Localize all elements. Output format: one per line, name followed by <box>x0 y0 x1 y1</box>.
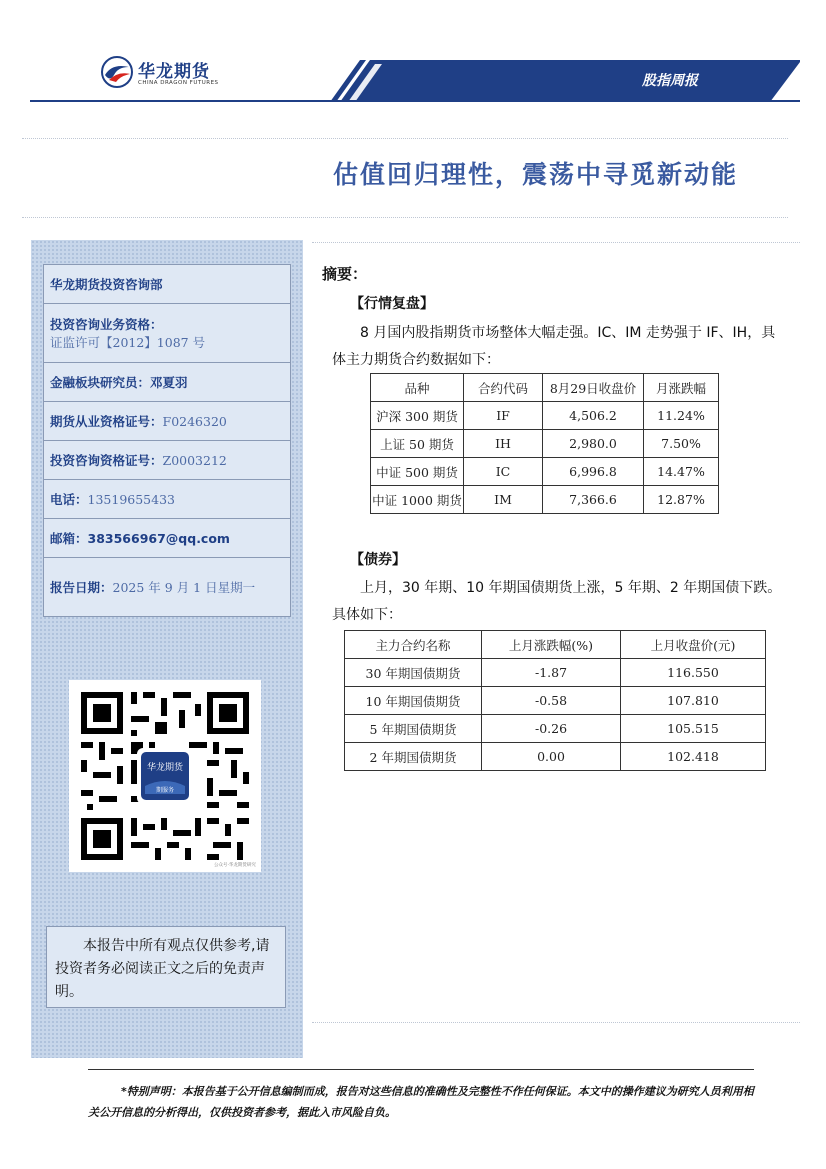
qr-badge-top: 华龙期货 <box>146 763 184 773</box>
table-cell: 10 年期国债期货 <box>345 687 482 715</box>
table-cell: 7,366.6 <box>543 486 644 514</box>
table-cell: 30 年期国债期货 <box>345 659 482 687</box>
company-logo-icon <box>100 55 134 89</box>
market-review-text: 8 月国内股指期货市场整体大幅走强。IC、IM 走势强于 IF、IH，具体主力期货合约数据如下： <box>332 325 776 368</box>
date-value: 2025 年 9 月 1 日星期一 <box>112 580 256 595</box>
table-cell: 107.810 <box>621 687 766 715</box>
header-cell: 8月29日收盘价 <box>543 374 644 402</box>
consult-label: 投资咨询资格证号： <box>50 453 163 468</box>
table-row <box>345 715 766 743</box>
researcher-name: 邓夏羽 <box>150 375 188 390</box>
practice-label: 期货从业资格证号： <box>50 414 163 429</box>
header-cell: 上月涨跌幅(%) <box>482 631 621 659</box>
table-cell: -0.26 <box>482 715 621 743</box>
header-divider <box>30 100 800 102</box>
table-cell: 沪深 300 期货 <box>371 402 464 430</box>
consult-value: Z0003212 <box>162 453 227 468</box>
bond-text: 上月，30 年期、10 年期国债期货上涨，5 年期、2 年期国债下跌。具体如下： <box>332 580 782 623</box>
table-cell: 0.00 <box>482 743 621 771</box>
table-cell: IH <box>464 430 543 458</box>
table-cell: 4,506.2 <box>543 402 644 430</box>
phone-value: 13519655433 <box>87 492 175 507</box>
table-header-row <box>345 631 766 659</box>
wechat-qr-code-icon[interactable] <box>69 680 261 872</box>
table-cell: 上证 50 期货 <box>371 430 464 458</box>
report-title: 估值回归理性，震荡中寻觅新动能 <box>332 160 738 189</box>
phone-label: 电话： <box>50 492 88 507</box>
table-cell: IM <box>464 486 543 514</box>
report-type-label: 股指周报 <box>642 73 698 89</box>
index-futures-table <box>370 373 719 514</box>
email-label: 邮箱： <box>50 531 88 546</box>
table-cell: 102.418 <box>621 743 766 771</box>
qr-badge-bottom: 期服务 <box>155 787 175 794</box>
qualification-label: 投资咨询业务资格： <box>50 317 163 332</box>
content-top-divider <box>312 242 800 243</box>
practice-cell <box>44 402 291 441</box>
table-cell: 116.550 <box>621 659 766 687</box>
bond-heading: 【债券】 <box>350 552 406 568</box>
header-cell: 主力合约名称 <box>345 631 482 659</box>
table-cell: 中证 1000 期货 <box>371 486 464 514</box>
table-row <box>371 486 719 514</box>
date-cell <box>44 558 291 617</box>
abstract-heading: 摘要： <box>322 265 368 283</box>
table-cell: 14.47% <box>644 458 719 486</box>
brand-name-en: CHINA DRAGON FUTURES <box>138 80 219 86</box>
department-name: 华龙期货投资咨询部 <box>50 277 163 292</box>
table-row <box>371 430 719 458</box>
qualification-value: 证监许可【2012】1087 号 <box>50 335 206 350</box>
table-cell: 12.87% <box>644 486 719 514</box>
phone-cell <box>44 480 291 519</box>
table-cell: 6,996.8 <box>543 458 644 486</box>
qr-caption: 公众号·华龙期货研究 <box>214 863 256 868</box>
table-cell: 7.50% <box>644 430 719 458</box>
analyst-info-table <box>43 264 291 617</box>
table-cell: IC <box>464 458 543 486</box>
researcher-cell <box>44 363 291 402</box>
header-cell: 品种 <box>371 374 464 402</box>
department-cell <box>44 265 291 304</box>
table-cell: 2 年期国债期货 <box>345 743 482 771</box>
table-cell: 5 年期国债期货 <box>345 715 482 743</box>
header-cell: 合约代码 <box>464 374 543 402</box>
market-review-heading: 【行情复盘】 <box>350 296 434 312</box>
table-cell: 11.24% <box>644 402 719 430</box>
table-row <box>371 458 719 486</box>
footer-divider <box>88 1069 754 1070</box>
researcher-label: 金融板块研究员： <box>50 375 151 390</box>
header-cell: 月涨跌幅 <box>644 374 719 402</box>
table-row <box>345 687 766 715</box>
brand-name: 华龙期货 <box>138 62 210 82</box>
table-cell: 105.515 <box>621 715 766 743</box>
email-cell <box>44 519 291 558</box>
table-cell: -1.87 <box>482 659 621 687</box>
header-cell: 上月收盘价(元) <box>621 631 766 659</box>
qualification-cell <box>44 304 291 363</box>
bond-futures-table <box>344 630 766 771</box>
table-cell: -0.58 <box>482 687 621 715</box>
table-cell: IF <box>464 402 543 430</box>
table-row <box>345 659 766 687</box>
practice-value: F0246320 <box>162 414 227 429</box>
consult-cell <box>44 441 291 480</box>
table-cell: 2,980.0 <box>543 430 644 458</box>
table-row <box>345 743 766 771</box>
disclaimer-notice: 本报告中所有观点仅供参考,请投资者务必阅读正文之后的免责声明。 <box>46 926 286 1008</box>
special-statement: *特别声明：本报告基于公开信息编制而成，报告对这些信息的准确性及完整性不作任何保证。本文中的操作建议为研究人员利用相关公开信息的分析得出，仅供投资者参考，据此入市风险自负。 <box>88 1085 754 1119</box>
email-value: 383566967@qq.com <box>87 531 230 546</box>
content-bottom-divider <box>312 1022 800 1023</box>
table-header-row <box>371 374 719 402</box>
table-cell: 中证 500 期货 <box>371 458 464 486</box>
date-label: 报告日期： <box>50 580 113 595</box>
table-row <box>371 402 719 430</box>
